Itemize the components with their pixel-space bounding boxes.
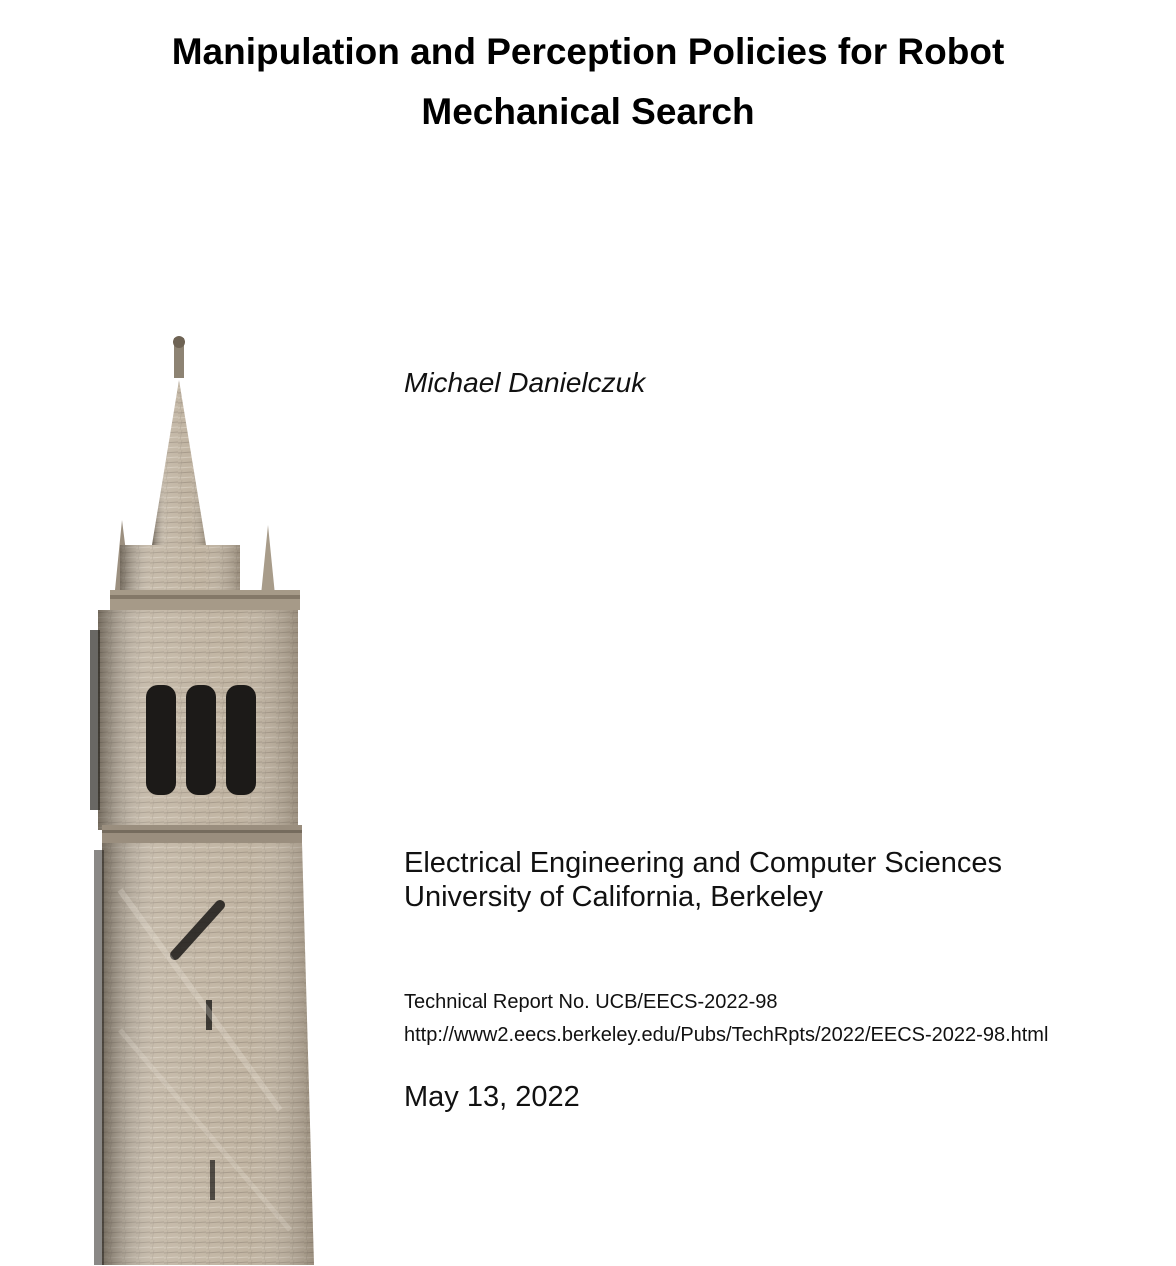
campanile-tower-image [80, 330, 320, 1265]
report-title-line-2: Mechanical Search [421, 91, 755, 132]
report-number: Technical Report No. UCB/EECS-2022-98 [404, 991, 778, 1013]
university-name: University of California, Berkeley [404, 881, 824, 913]
report-info [404, 986, 1048, 1052]
author-name: Michael Danielczuk [404, 367, 646, 398]
report-date: May 13, 2022 [404, 1081, 580, 1113]
report-title-line-1: Manipulation and Perception Policies for Robot [171, 31, 1005, 72]
affiliation-block [404, 846, 1002, 914]
department-name: Electrical Engineering and Computer Sciences [404, 847, 1003, 879]
report-title [0, 22, 1176, 142]
report-url-link[interactable]: http://www2.eecs.berkeley.edu/Pubs/TechRpts/2022/EECS-2022-98.html [404, 1024, 1049, 1046]
